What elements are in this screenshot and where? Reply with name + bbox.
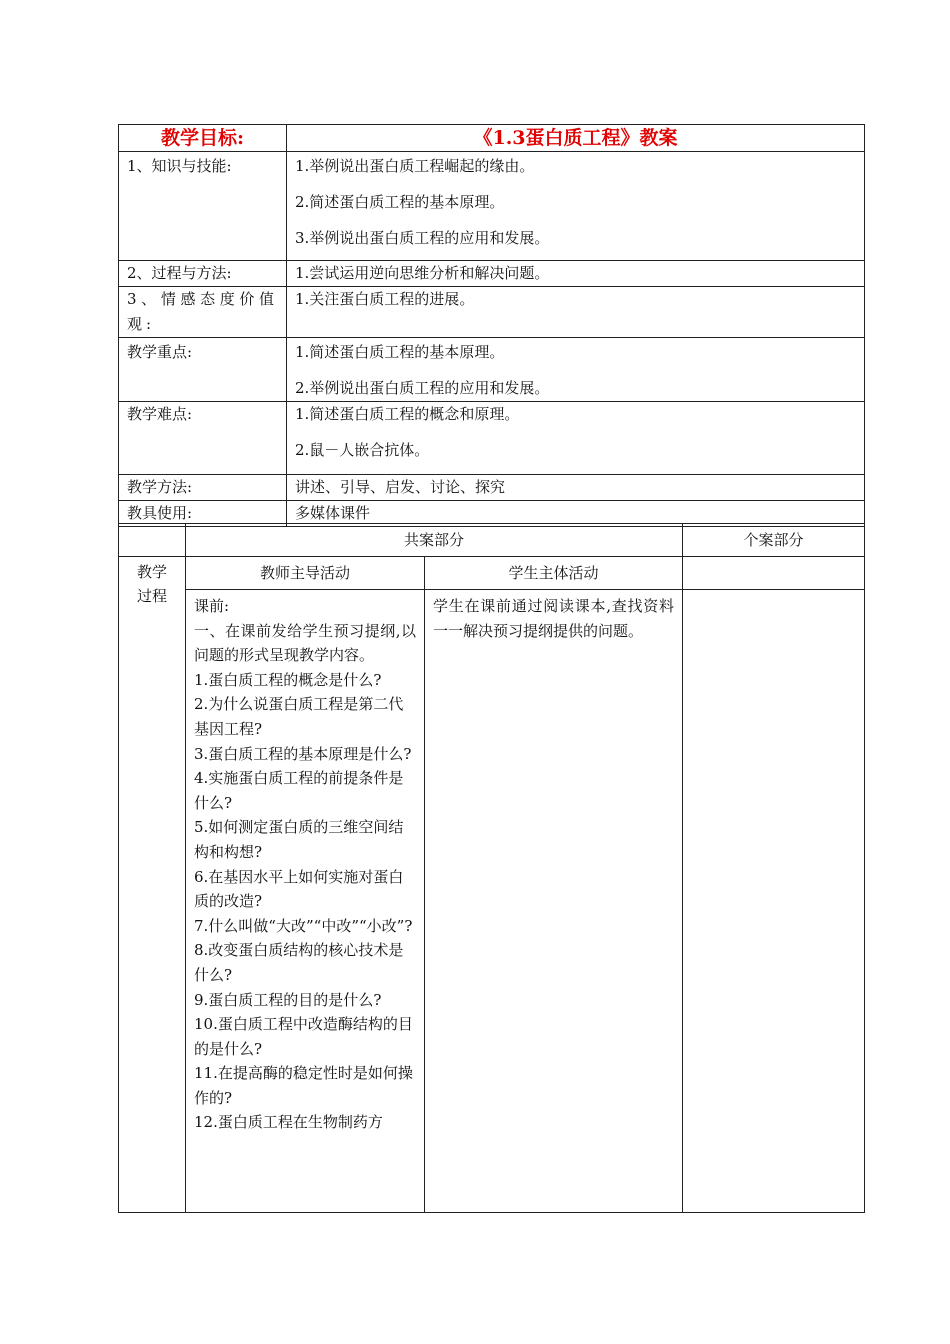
student-activity-header: 学生主体活动 bbox=[425, 557, 683, 590]
difficulties-label: 教学难点: bbox=[119, 402, 287, 475]
method-label: 教学方法: bbox=[119, 475, 287, 501]
key-points-label: 教学重点: bbox=[119, 338, 287, 402]
knowledge-label: 1、知识与技能: bbox=[119, 152, 287, 261]
individual-section-header: 个案部分 bbox=[683, 524, 865, 557]
question-item: 8.改变蛋白质结构的核心技术是什么? bbox=[194, 941, 404, 984]
method-value: 讲述、引导、启发、讨论、探究 bbox=[287, 475, 865, 501]
process-table bbox=[118, 523, 865, 1213]
question-item: 6.在基因水平上如何实施对蛋白质的改造? bbox=[194, 867, 404, 911]
individual-header-blank bbox=[683, 557, 865, 590]
student-text: 学生在课前通过阅读课本,查找资料一一解决预习提纲提供的问题。 bbox=[433, 597, 675, 640]
list-item: 1.关注蛋白质工程的进展。 bbox=[287, 287, 865, 338]
tools-label: 教具使用: bbox=[119, 501, 287, 527]
question-item: 4.实施蛋白质工程的前提条件是什么? bbox=[194, 769, 404, 812]
student-activity-content bbox=[425, 590, 683, 1213]
attitude-label: 3、情感态度价值观: bbox=[119, 287, 287, 338]
knowledge-items bbox=[287, 152, 865, 261]
key-points-items bbox=[287, 338, 865, 402]
objectives-table bbox=[118, 124, 865, 527]
question-item: 7.什么叫做“大改”“中改”“小改”? bbox=[194, 916, 413, 935]
question-item: 10.蛋白质工程中改造酶结构的目的是什么? bbox=[194, 1015, 413, 1058]
teacher-line: 课前: bbox=[194, 597, 230, 615]
list-item: 1.举例说出蛋白质工程崛起的缘由。 bbox=[295, 157, 535, 175]
teacher-activity-header: 教师主导活动 bbox=[186, 557, 425, 590]
shared-section-header: 共案部分 bbox=[186, 524, 683, 557]
objectives-heading: 教学目标: bbox=[119, 125, 287, 152]
teacher-line: 一、在课前发给学生预习提纲,以问题的形式呈现教学内容。 bbox=[194, 621, 416, 665]
document-title: 《1.3蛋白质工程》教案 bbox=[287, 125, 865, 152]
list-item: 1.尝试运用逆向思维分析和解决问题。 bbox=[287, 261, 865, 287]
list-item: 2.鼠－人嵌合抗体。 bbox=[295, 441, 430, 459]
list-item: 2.简述蛋白质工程的基本原理。 bbox=[295, 193, 505, 211]
question-item: 12.蛋白质工程在生物制药方 bbox=[194, 1113, 383, 1132]
list-item: 1.简述蛋白质工程的基本原理。 bbox=[295, 343, 505, 361]
process-label: 教学过程 bbox=[119, 557, 186, 1213]
question-item: 5.如何测定蛋白质的三维空间结构和构想? bbox=[194, 818, 404, 861]
difficulties-items bbox=[287, 402, 865, 475]
question-item: 1.蛋白质工程的概念是什么? bbox=[194, 670, 382, 689]
teacher-activity-content bbox=[186, 590, 425, 1213]
process-method-label: 2、过程与方法: bbox=[119, 261, 287, 287]
question-item: 2.为什么说蛋白质工程是第二代基因工程? bbox=[194, 695, 404, 738]
question-item: 11.在提高酶的稳定性时是如何操作的? bbox=[194, 1064, 413, 1107]
question-item: 9.蛋白质工程的目的是什么? bbox=[194, 990, 382, 1009]
list-item: 2.举例说出蛋白质工程的应用和发展。 bbox=[295, 379, 550, 397]
blank-cell bbox=[119, 524, 186, 557]
question-item: 3.蛋白质工程的基本原理是什么? bbox=[194, 744, 412, 763]
list-item: 1.简述蛋白质工程的概念和原理。 bbox=[295, 405, 520, 423]
list-item: 3.举例说出蛋白质工程的应用和发展。 bbox=[295, 229, 550, 247]
tools-value: 多媒体课件 bbox=[287, 501, 865, 527]
individual-content-blank bbox=[683, 590, 865, 1213]
